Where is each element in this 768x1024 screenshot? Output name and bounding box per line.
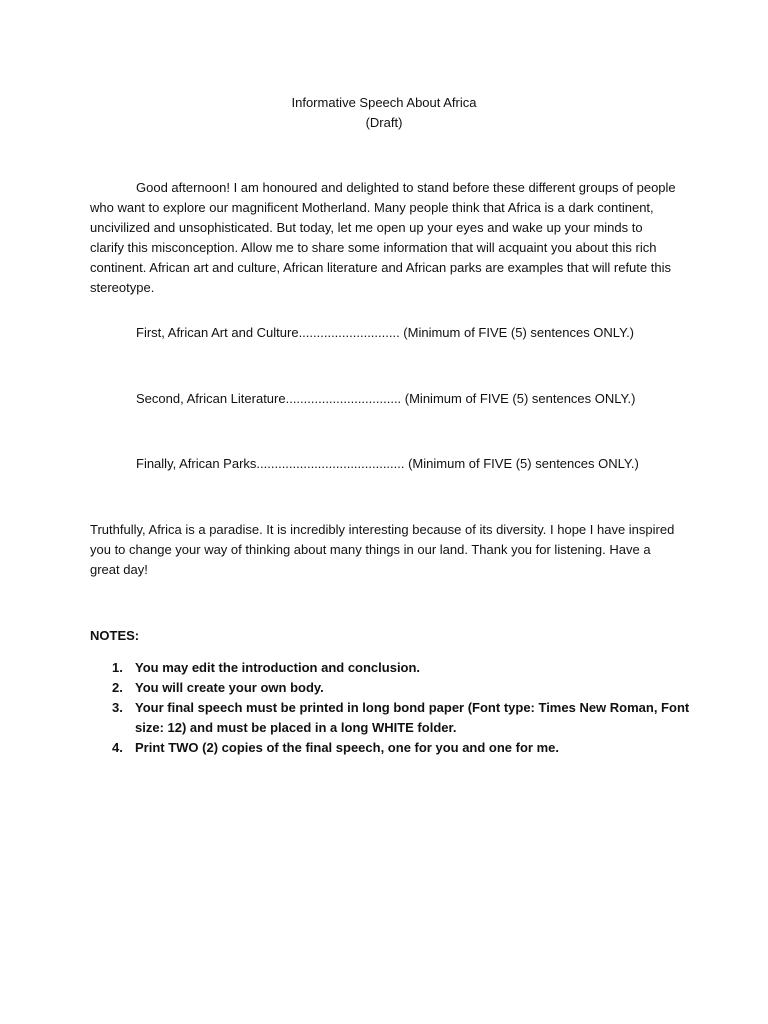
list-item	[90, 658, 690, 678]
body-point-art-culture: First, African Art and Culture............................ (Minimum of FIVE (5) sentences ONLY.)	[136, 325, 635, 340]
note-text: Your final speech must be printed in long bond paper (Font type: Times New Roman, Font size: 12) and must be placed in a long WHITE folder.	[135, 700, 690, 735]
note-number: 3.	[112, 700, 123, 715]
body-point-parks: Finally, African Parks......................................... (Minimum of FIVE (5) sentences ONLY.)	[136, 456, 639, 471]
note-text: You will create your own body.	[135, 680, 324, 695]
document-title: Informative Speech About Africa	[291, 95, 477, 110]
document-subtitle: (Draft)	[365, 115, 403, 130]
list-item	[90, 698, 690, 738]
list-item	[90, 678, 690, 698]
note-number: 1.	[112, 660, 123, 675]
intro-paragraph: Good afternoon! I am honoured and delighted to stand before these different groups of people who want to explore our magnificent Motherland. Many people think that Africa is a dark continent, uncivilized and unsophisticated. But today, let me open up your eyes and wake up your minds to clarify this misconception. Allow me to share some information that will acquaint you about this rich continent. African art and culture, African literature and African parks are examples that will refute this stereotype.	[90, 180, 676, 295]
note-number: 2.	[112, 680, 123, 695]
title-block	[0, 93, 768, 133]
body-point-literature: Second, African Literature................................ (Minimum of FIVE (5) sentences ONLY.)	[136, 391, 636, 406]
notes-list	[90, 658, 690, 758]
list-item	[90, 738, 690, 758]
note-number: 4.	[112, 740, 123, 755]
conclusion-paragraph: Truthfully, Africa is a paradise. It is incredibly interesting because of its diversity. I hope I have inspired you to change your way of thinking about many things in our land. Thank you for listening. Have a great day!	[90, 522, 675, 577]
note-text: Print TWO (2) copies of the final speech, one for you and one for me.	[135, 740, 559, 755]
notes-heading: NOTES:	[90, 628, 140, 643]
note-text: You may edit the introduction and conclusion.	[135, 660, 421, 675]
